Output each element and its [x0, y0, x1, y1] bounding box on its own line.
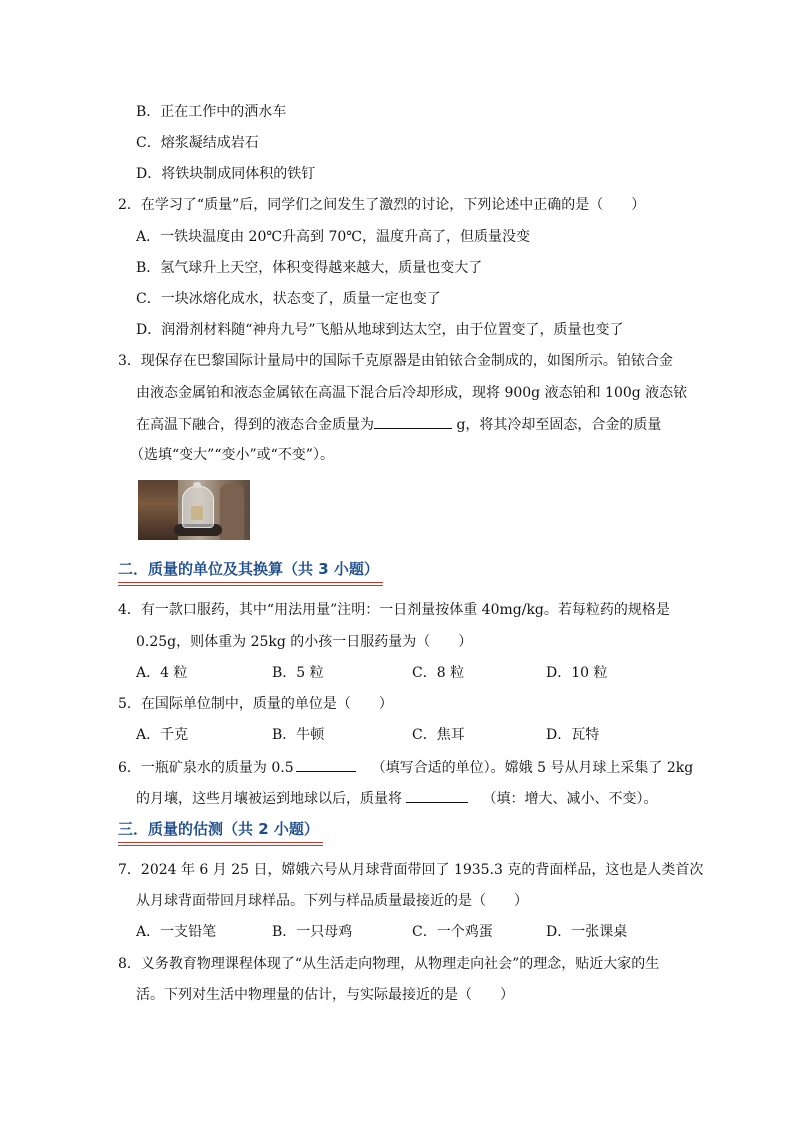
q5-stem: 5．在国际单位制中，质量的单位是（ ） — [118, 696, 393, 712]
q2-stem: 2．在学习了“质量”后，同学们之间发生了激烈的讨论，下列论述中正确的是（ ） — [118, 197, 646, 213]
q7-line-2: 从月球背面带回月球样品。下列与样品质量最接近的是（ ） — [136, 893, 528, 909]
q2-option-c: C．一块冰熔化成水，状态变了，质量一定也变了 — [136, 291, 441, 307]
q1-option-d: D．将铁块制成同体积的铁钉 — [136, 166, 316, 182]
q1-option-b: B．正在工作中的洒水车 — [136, 104, 287, 120]
q4-option-a: A．4 粒 — [136, 665, 188, 681]
q3-answer-blank[interactable] — [374, 414, 452, 429]
q6-line-2-text-a: 的月壤，这些月壤被运到地球以后，质量将 — [136, 791, 407, 807]
q2-option-a: A．一铁块温度由 20℃升高到 70℃，温度升高了，但质量没变 — [136, 229, 530, 245]
q6-line-2-text-b: （填：增大、减小、不变）。 — [482, 791, 658, 807]
q5-option-b: B．牛顿 — [272, 727, 325, 743]
q4-option-c: C．8 粒 — [412, 665, 465, 681]
q6-blank-1[interactable] — [296, 757, 356, 772]
q5-option-d: D．瓦特 — [546, 727, 600, 743]
q5-option-a: A．千克 — [136, 727, 189, 743]
q6-line-1-text-a: 6．一瓶矿泉水的质量为 0.5 — [118, 760, 294, 776]
section-heading-units-text: 二．质量的单位及其换算（共 3 小题） — [118, 560, 379, 578]
q4-option-b: B．5 粒 — [272, 665, 324, 681]
q6-line-2 — [136, 788, 657, 809]
q3-line-1: 3．现保存在巴黎国际计量局中的国际千克原器是由铂铱合金制成的，如图所示。铂铱合金 — [118, 353, 673, 369]
q7-option-a: A．一支铅笔 — [136, 924, 217, 940]
q8-line-2: 活。下列对生活中物理量的估计，与实际最接近的是（ ） — [136, 987, 514, 1003]
q6-line-1-text-b: （填写合适的单位）。嫦娥 5 号从月球上采集了 2kg — [371, 760, 694, 776]
q3-line-3-text-b: g，将其冷却至固态，合金的质量 — [452, 417, 662, 433]
q6-blank-2[interactable] — [406, 788, 468, 803]
q7-option-c: C．一个鸡蛋 — [412, 924, 493, 940]
q2-option-d: D．润滑剂材料随“神舟九号”飞船从地球到达太空，由于位置变了，质量也变了 — [136, 322, 624, 338]
q8-line-1: 8．义务教育物理课程体现了“从生活走向物理，从物理走向社会”的理念，贴近大家的生 — [118, 956, 660, 972]
section-heading-estimation — [118, 818, 319, 840]
q3-line-3-text-a: 在高温下融合，得到的液态合金质量为 — [136, 417, 374, 433]
q4-option-d: D．10 粒 — [546, 665, 608, 681]
q7-line-1: 7．2024 年 6 月 25 日，嫦娥六号从月球背面带回了 1935.3 克的背面样品，这也是人类首次 — [118, 862, 704, 878]
q6-line-1 — [118, 757, 693, 778]
section-heading-estimation-text: 三．质量的估测（共 2 小题） — [118, 820, 319, 838]
q4-line-1: 4．有一款口服药，其中“用法用量”注明：一日剂量按体重 40mg/kg。若每粒药的规格是 — [118, 602, 670, 618]
q2-option-b: B．氢气球升上天空，体积变得越来越大，质量也变大了 — [136, 260, 483, 276]
q7-option-b: B．一只母鸡 — [272, 924, 353, 940]
q7-option-d: D．一张课桌 — [546, 924, 628, 940]
q3-line-4: （选填“变大”“变小”或“不变”）。 — [130, 447, 334, 463]
kilogram-prototype-photo — [138, 480, 250, 540]
section-heading-units — [118, 558, 379, 580]
q3-line-3 — [136, 414, 661, 435]
q4-line-2: 0.25g，则体重为 25kg 的小孩一日服药量为（ ） — [136, 634, 473, 650]
q3-line-2: 由液态金属铂和液态金属铱在高温下混合后冷却形成，现将 900g 液态铂和 100g 液态铱 — [136, 385, 688, 401]
q1-option-c: C．熔浆凝结成岩石 — [136, 135, 259, 151]
q5-option-c: C．焦耳 — [412, 727, 465, 743]
